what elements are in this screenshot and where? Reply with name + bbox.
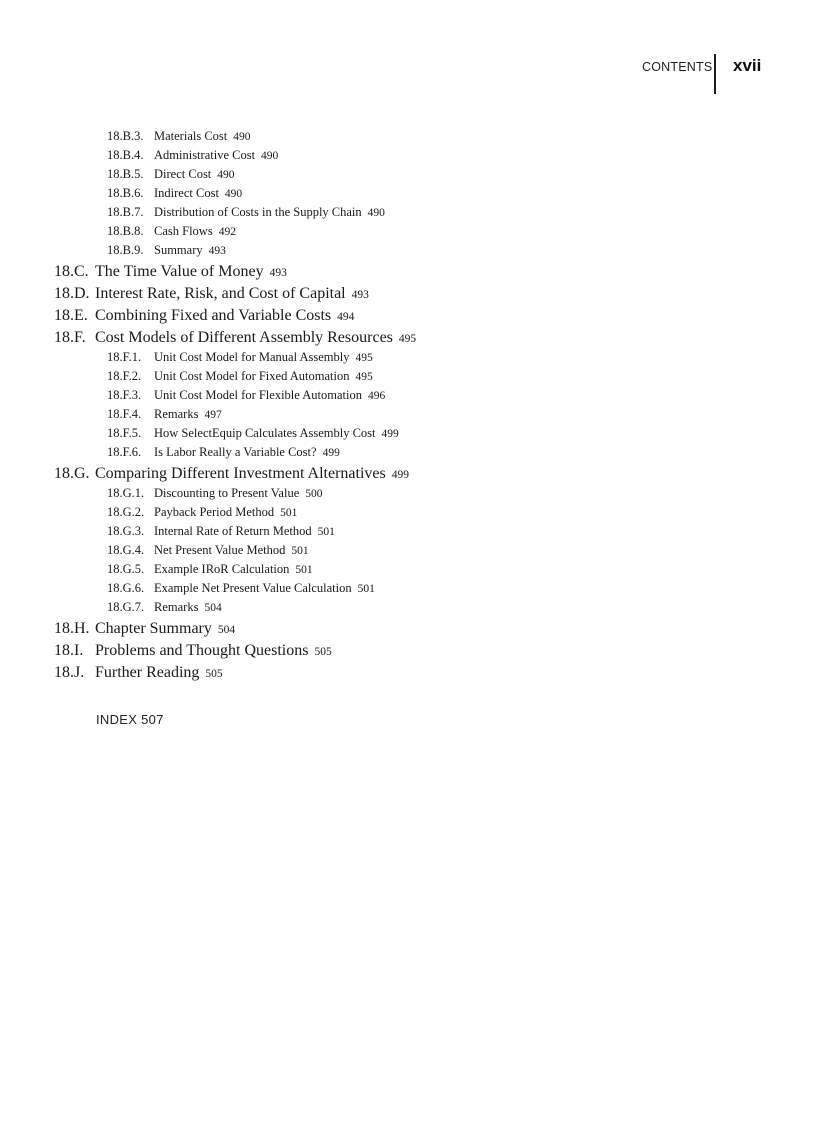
toc-section-title: Interest Rate, Risk, and Cost of Capital [95, 285, 346, 302]
toc-section-title: Further Reading [95, 664, 200, 681]
toc-entry-page: 501 [291, 545, 309, 557]
toc-entry-number: 18.B.4. [107, 148, 144, 162]
toc-entry[interactable] [107, 367, 373, 385]
toc-entry-number: 18.B.8. [107, 224, 144, 238]
toc-entry-number: 18.G.7. [107, 600, 145, 614]
toc-entry[interactable] [107, 522, 335, 540]
toc-entry-title: Is Labor Really a Variable Cost? [154, 445, 317, 459]
toc-entry-page: 490 [224, 188, 243, 200]
toc-entry[interactable] [107, 579, 375, 597]
toc-entry[interactable] [107, 165, 235, 183]
toc-entry-page: 495 [355, 352, 373, 364]
toc-entry-number: 18.G.6. [107, 581, 145, 595]
toc-entry-title: Summary [154, 243, 203, 257]
toc-entry-page: 497 [204, 409, 222, 421]
running-header-label: CONTENTS [642, 60, 713, 74]
toc-entry-page: 490 [367, 207, 385, 219]
toc-section-page: 505 [205, 668, 223, 680]
toc-entry-title: Internal Rate of Return Method [154, 524, 312, 538]
toc-section-number: 18.D. [54, 285, 90, 302]
toc-section-number: 18.I. [54, 642, 84, 659]
toc-entry-title: Example IRoR Calculation [154, 562, 290, 576]
toc-section-page: 493 [269, 267, 287, 279]
toc-section[interactable] [54, 305, 354, 327]
toc-entry-number: 18.F.4. [107, 407, 142, 421]
toc-section[interactable] [54, 618, 235, 640]
toc-section-number: 18.C. [54, 263, 89, 280]
toc-entry-page: 490 [261, 150, 279, 162]
toc-entry-title: Distribution of Costs in the Supply Chain [154, 205, 362, 219]
toc-entry-title: Unit Cost Model for Flexible Automation [154, 388, 362, 402]
header-divider [714, 54, 716, 94]
toc-section[interactable] [54, 463, 409, 485]
toc-section-page: 505 [314, 646, 332, 658]
toc-section[interactable] [54, 662, 223, 684]
toc-entry[interactable] [107, 503, 297, 521]
toc-entry-title: Unit Cost Model for Fixed Automation [154, 369, 350, 383]
toc-section-title: Problems and Thought Questions [95, 642, 309, 659]
toc-entry[interactable] [107, 146, 278, 164]
toc-entry-number: 18.G.4. [107, 543, 145, 557]
toc-section[interactable] [54, 261, 287, 283]
toc-entry-page: 490 [217, 169, 235, 181]
toc-section[interactable] [54, 327, 416, 349]
toc-section-title: Chapter Summary [95, 620, 212, 637]
toc-section-title: Cost Models of Different Assembly Resources [95, 329, 393, 346]
toc-entry-page: 492 [218, 226, 236, 238]
toc-entry-number: 18.G.5. [107, 562, 145, 576]
toc-entry-page: 493 [208, 245, 226, 257]
toc-entry-page: 501 [317, 526, 335, 538]
toc-entry-number: 18.B.7. [107, 205, 144, 219]
toc-entry-page: 501 [280, 507, 298, 519]
toc-entry-number: 18.F.2. [107, 369, 142, 383]
toc-section[interactable] [54, 283, 369, 305]
toc-entry-page: 499 [381, 428, 399, 440]
toc-entry-title: Remarks [154, 600, 199, 614]
toc-entry-number: 18.B.5. [107, 167, 144, 181]
toc-entry-page: 495 [355, 371, 373, 383]
index-entry[interactable]: INDEX 507 [96, 712, 164, 727]
toc-section-number: 18.J. [54, 664, 85, 681]
toc-entry-number: 18.F.5. [107, 426, 142, 440]
toc-entry-number: 18.B.9. [107, 243, 144, 257]
toc-entry[interactable] [107, 405, 222, 423]
toc-entry[interactable] [107, 127, 251, 145]
toc-entry-title: Administrative Cost [154, 148, 256, 162]
toc-section-page: 494 [337, 311, 355, 323]
toc-entry-page: 504 [204, 602, 222, 614]
toc-entry-number: 18.F.6. [107, 445, 142, 459]
toc-section-page: 504 [217, 624, 236, 636]
toc-section-page: 495 [398, 333, 417, 345]
toc-entry[interactable] [107, 484, 323, 502]
toc-entry-number: 18.F.1. [107, 350, 142, 364]
toc-section-title: Comparing Different Investment Alternatives [95, 465, 386, 482]
toc-entry-title: Cash Flows [154, 224, 213, 238]
toc-entry-title: Indirect Cost [154, 186, 219, 200]
toc-entry-number: 18.B.3. [107, 129, 144, 143]
toc-entry-title: Unit Cost Model for Manual Assembly [154, 350, 350, 364]
toc-entry-title: Example Net Present Value Calculation [154, 581, 352, 595]
toc-entry[interactable] [107, 241, 226, 259]
toc-entry[interactable] [107, 560, 313, 578]
running-header [0, 54, 816, 94]
toc-entry-number: 18.F.3. [107, 388, 142, 402]
toc-section-number: 18.E. [54, 307, 88, 324]
toc-entry-page: 499 [322, 447, 340, 459]
page-number: xvii [733, 56, 762, 75]
toc-entry[interactable] [107, 386, 385, 404]
toc-entry-number: 18.G.2. [107, 505, 145, 519]
toc-entry-title: Discounting to Present Value [154, 486, 300, 500]
toc-entry-title: Net Present Value Method [154, 543, 286, 557]
toc-section-page: 493 [351, 289, 369, 301]
toc-entry[interactable] [107, 541, 309, 559]
toc-section-number: 18.G. [54, 465, 90, 482]
toc-section[interactable] [54, 640, 332, 662]
toc-entry-page: 501 [295, 564, 313, 576]
toc-entry-page: 501 [357, 583, 375, 595]
toc-entry-page: 500 [305, 488, 323, 500]
toc-entry-title: Remarks [154, 407, 199, 421]
toc-entry[interactable] [107, 424, 399, 442]
toc-section-number: 18.H. [54, 620, 90, 637]
toc-entry-title: How SelectEquip Calculates Assembly Cost [154, 426, 376, 440]
toc-entry-page: 496 [367, 390, 386, 402]
toc-entry-number: 18.B.6. [107, 186, 144, 200]
toc-entry[interactable] [107, 443, 340, 461]
toc-entry-number: 18.G.3. [107, 524, 145, 538]
toc-section-page: 499 [391, 469, 409, 481]
toc-entry[interactable] [107, 184, 242, 202]
toc-section-title: The Time Value of Money [95, 263, 264, 280]
toc-entry-title: Direct Cost [154, 167, 212, 181]
toc-entry[interactable] [107, 203, 385, 221]
toc-section-number: 18.F. [54, 329, 86, 346]
toc-entry[interactable] [107, 598, 222, 616]
toc-entry[interactable] [107, 348, 373, 366]
toc-section-title: Combining Fixed and Variable Costs [95, 307, 332, 324]
toc-entry-page: 490 [233, 131, 251, 143]
toc-entry-number: 18.G.1. [107, 486, 145, 500]
toc-entry-title: Payback Period Method [154, 505, 275, 519]
toc-entry-title: Materials Cost [154, 129, 228, 143]
toc-entry[interactable] [107, 222, 236, 240]
